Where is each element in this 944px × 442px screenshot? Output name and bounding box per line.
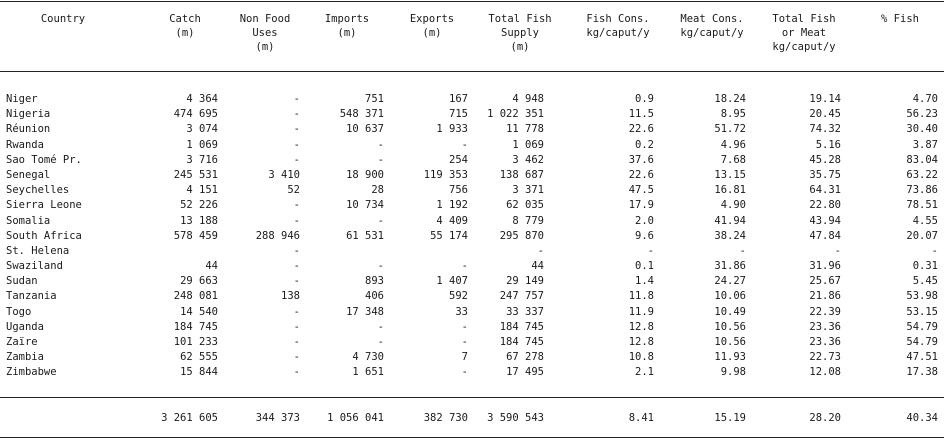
- cell-total-fish-or-meat: 23.36: [809, 320, 841, 333]
- cell-non-food-uses: -: [293, 351, 300, 364]
- cell-non-food-uses: -: [293, 153, 300, 166]
- cell-percent-fish: 4.55: [912, 214, 938, 227]
- cell-meat-consumption: 18.24: [714, 93, 746, 105]
- cell-exports: -: [461, 336, 468, 348]
- total-catch: 3 261 605: [161, 412, 218, 424]
- cell-exports: 715: [449, 108, 468, 121]
- cell-imports: 893: [365, 275, 384, 288]
- cell-imports: 1 651: [352, 366, 384, 379]
- table-row: [0, 214, 944, 229]
- cell-total-fish-supply: 11 778: [506, 123, 544, 136]
- cell-exports: 254: [449, 153, 468, 166]
- cell-total-fish-supply: 4 948: [512, 93, 544, 105]
- cell-catch: 3 716: [186, 153, 218, 166]
- header-rule: [0, 71, 944, 72]
- table-row: [0, 335, 944, 350]
- cell-catch: 184 745: [173, 320, 218, 333]
- cell-total-fish-supply: 8 779: [512, 214, 544, 227]
- cell-total-fish-supply: 17 495: [506, 366, 544, 379]
- cell-total-fish-supply: 138 687: [499, 168, 544, 181]
- total-non-food-uses: 344 373: [255, 412, 300, 424]
- cell-total-fish-supply: 67 278: [506, 351, 544, 364]
- total-fish-consumption: 8.41: [628, 412, 654, 424]
- cell-fish-consumption: 1.4: [635, 275, 654, 288]
- table-row: [0, 107, 944, 122]
- cell-country: Sierra Leone: [6, 199, 82, 212]
- cell-catch: 15 844: [180, 366, 218, 379]
- cell-total-fish-or-meat: 22.73: [809, 351, 841, 364]
- cell-non-food-uses: -: [293, 138, 300, 151]
- cell-fish-consumption: 2.1: [635, 366, 654, 379]
- cell-non-food-uses: -: [293, 366, 300, 379]
- cell-meat-consumption: 38.24: [714, 229, 746, 242]
- cell-meat-consumption: 24.27: [714, 275, 746, 288]
- cell-percent-fish: 78.51: [906, 199, 938, 212]
- header-country: Country: [40, 13, 86, 25]
- cell-exports: 592: [449, 290, 468, 303]
- cell-percent-fish: -: [931, 244, 938, 257]
- cell-fish-consumption: 11.5: [628, 108, 654, 121]
- cell-fish-consumption: 0.2: [635, 138, 654, 151]
- cell-non-food-uses: -: [293, 305, 300, 318]
- cell-catch: 44: [205, 260, 218, 273]
- cell-meat-consumption: 4.90: [720, 199, 746, 212]
- cell-percent-fish: 56.23: [906, 108, 938, 121]
- table-row: [0, 153, 944, 168]
- cell-imports: 61 531: [346, 229, 384, 242]
- cell-country: Swaziland: [6, 260, 63, 273]
- cell-meat-consumption: 10.56: [714, 320, 746, 333]
- totals-row: [0, 411, 944, 426]
- cell-catch: 14 540: [180, 305, 218, 318]
- cell-total-fish-or-meat: 22.39: [809, 305, 841, 318]
- cell-fish-consumption: -: [647, 244, 654, 257]
- header-imports: Imports (m): [324, 13, 370, 39]
- header-non-food-uses: Non Food Uses (m): [239, 13, 291, 53]
- table-row: [0, 320, 944, 335]
- cell-non-food-uses: 288 946: [255, 229, 300, 242]
- cell-total-fish-or-meat: 45.28: [809, 153, 841, 166]
- cell-total-fish-or-meat: 47.84: [809, 229, 841, 242]
- cell-percent-fish: 20.07: [906, 229, 938, 242]
- cell-meat-consumption: 4.96: [720, 138, 746, 151]
- cell-total-fish-or-meat: -: [834, 244, 841, 257]
- cell-imports: 548 371: [339, 108, 384, 121]
- table-row: [0, 289, 944, 304]
- cell-country: Senegal: [6, 168, 51, 181]
- cell-meat-consumption: 9.98: [720, 366, 746, 379]
- cell-imports: -: [377, 260, 384, 273]
- table-bottom-rule: [0, 437, 944, 438]
- cell-total-fish-or-meat: 31.96: [809, 260, 841, 273]
- cell-catch: 13 188: [180, 214, 218, 227]
- cell-fish-consumption: 9.6: [635, 229, 654, 242]
- cell-meat-consumption: 7.68: [720, 153, 746, 166]
- cell-meat-consumption: 41.94: [714, 214, 746, 227]
- cell-percent-fish: 0.31: [912, 260, 938, 273]
- table-row: [0, 305, 944, 320]
- cell-meat-consumption: 10.49: [714, 305, 746, 318]
- cell-total-fish-supply: 29 149: [506, 275, 544, 288]
- cell-non-food-uses: -: [293, 320, 300, 333]
- cell-exports: -: [461, 366, 468, 379]
- cell-fish-consumption: 0.1: [635, 260, 654, 273]
- cell-imports: 4 730: [352, 351, 384, 364]
- cell-country: Nigeria: [6, 108, 51, 121]
- cell-fish-consumption: 22.6: [628, 168, 654, 181]
- header-exports: Exports (m): [409, 13, 455, 39]
- header-fish-consumption: Fish Cons. kg/caput/y: [586, 13, 650, 39]
- table-row: [0, 122, 944, 137]
- table-row: [0, 229, 944, 244]
- total-imports: 1 056 041: [327, 412, 384, 424]
- cell-imports: 10 637: [346, 123, 384, 136]
- cell-percent-fish: 73.86: [906, 184, 938, 197]
- cell-total-fish-or-meat: 74.32: [809, 123, 841, 136]
- cell-total-fish-supply: 295 870: [499, 229, 544, 242]
- totals-rule: [0, 397, 944, 398]
- cell-percent-fish: 4.70: [912, 93, 938, 105]
- cell-total-fish-supply: 1 022 351: [487, 108, 544, 121]
- cell-exports: -: [461, 320, 468, 333]
- cell-imports: 17 348: [346, 305, 384, 318]
- cell-total-fish-supply: 1 069: [512, 138, 544, 151]
- cell-country: South Africa: [6, 229, 82, 242]
- cell-non-food-uses: -: [293, 123, 300, 136]
- cell-country: Zambia: [6, 351, 44, 364]
- cell-total-fish-or-meat: 21.86: [809, 290, 841, 303]
- cell-exports: 4 409: [436, 214, 468, 227]
- cell-percent-fish: 63.22: [906, 168, 938, 181]
- total-fish-supply: 3 590 543: [487, 412, 544, 424]
- total-fish-or-meat: 28.20: [809, 412, 841, 424]
- cell-country: Sudan: [6, 275, 38, 288]
- header-total-fish-supply: Total Fish Supply (m): [488, 13, 552, 53]
- cell-exports: 1 407: [436, 275, 468, 288]
- cell-meat-consumption: 51.72: [714, 123, 746, 136]
- cell-fish-consumption: 22.6: [628, 123, 654, 136]
- cell-percent-fish: 53.98: [906, 290, 938, 303]
- cell-total-fish-supply: 62 035: [506, 199, 544, 212]
- cell-total-fish-supply: 3 371: [512, 184, 544, 197]
- cell-percent-fish: 5.45: [912, 275, 938, 288]
- cell-country: Uganda: [6, 320, 44, 333]
- cell-imports: 406: [365, 290, 384, 303]
- cell-country: Réunion: [6, 123, 51, 136]
- table-row: [0, 198, 944, 213]
- cell-non-food-uses: 3 410: [268, 168, 300, 181]
- cell-fish-consumption: 17.9: [628, 199, 654, 212]
- table-row: [0, 92, 944, 107]
- cell-catch: 1 069: [186, 138, 218, 151]
- cell-total-fish-supply: 184 745: [499, 320, 544, 333]
- cell-imports: 10 734: [346, 199, 384, 212]
- cell-percent-fish: 3.87: [912, 138, 938, 151]
- cell-non-food-uses: -: [293, 214, 300, 227]
- cell-meat-consumption: 16.81: [714, 184, 746, 197]
- cell-percent-fish: 47.51: [906, 351, 938, 364]
- table-row: [0, 365, 944, 380]
- cell-imports: -: [377, 153, 384, 166]
- cell-catch: 52 226: [180, 199, 218, 212]
- cell-non-food-uses: -: [293, 275, 300, 288]
- cell-country: Sao Tomé Pr.: [6, 153, 82, 166]
- table-row: [0, 274, 944, 289]
- cell-country: Rwanda: [6, 138, 44, 151]
- cell-non-food-uses: 52: [287, 184, 300, 197]
- cell-total-fish-or-meat: 23.36: [809, 336, 841, 348]
- cell-percent-fish: 17.38: [906, 366, 938, 379]
- total-exports: 382 730: [423, 412, 468, 424]
- cell-meat-consumption: 11.93: [714, 351, 746, 364]
- cell-exports: 167: [449, 93, 468, 105]
- cell-catch: 4 364: [186, 93, 218, 105]
- cell-percent-fish: 53.15: [906, 305, 938, 318]
- cell-exports: 119 353: [423, 168, 468, 181]
- cell-country: Zimbabwe: [6, 366, 57, 379]
- cell-meat-consumption: -: [739, 244, 746, 257]
- cell-catch: 62 555: [180, 351, 218, 364]
- table-row: [0, 350, 944, 365]
- table-row: [0, 183, 944, 198]
- cell-total-fish-supply: 184 745: [499, 336, 544, 348]
- cell-fish-consumption: 11.8: [628, 290, 654, 303]
- cell-catch: 474 695: [173, 108, 218, 121]
- cell-total-fish-or-meat: 43.94: [809, 214, 841, 227]
- cell-country: Togo: [6, 305, 32, 318]
- cell-catch: 578 459: [173, 229, 218, 242]
- table-row: [0, 244, 944, 259]
- cell-total-fish-supply: 3 462: [512, 153, 544, 166]
- cell-total-fish-or-meat: 20.45: [809, 108, 841, 121]
- cell-country: Niger: [6, 93, 38, 105]
- cell-imports: -: [377, 336, 384, 348]
- cell-meat-consumption: 10.56: [714, 336, 746, 348]
- table-body: [0, 92, 944, 381]
- cell-total-fish-or-meat: 12.08: [809, 366, 841, 379]
- cell-total-fish-or-meat: 25.67: [809, 275, 841, 288]
- cell-total-fish-or-meat: 22.80: [809, 199, 841, 212]
- cell-non-food-uses: -: [293, 336, 300, 348]
- cell-non-food-uses: -: [293, 199, 300, 212]
- cell-fish-consumption: 0.9: [635, 93, 654, 105]
- cell-catch: 248 081: [173, 290, 218, 303]
- cell-fish-consumption: 12.8: [628, 320, 654, 333]
- cell-fish-consumption: 37.6: [628, 153, 654, 166]
- cell-total-fish-or-meat: 35.75: [809, 168, 841, 181]
- cell-catch: 3 074: [186, 123, 218, 136]
- cell-catch: 29 663: [180, 275, 218, 288]
- cell-fish-consumption: 11.9: [628, 305, 654, 318]
- cell-catch: 245 531: [173, 168, 218, 181]
- table-row: [0, 168, 944, 183]
- cell-percent-fish: 83.04: [906, 153, 938, 166]
- cell-exports: 1 192: [436, 199, 468, 212]
- cell-non-food-uses: -: [293, 244, 300, 257]
- cell-country: St. Helena: [6, 244, 70, 257]
- cell-meat-consumption: 8.95: [720, 108, 746, 121]
- cell-total-fish-or-meat: 19.14: [809, 93, 841, 105]
- cell-exports: 33: [455, 305, 468, 318]
- cell-catch: 4 151: [186, 184, 218, 197]
- cell-total-fish-or-meat: 5.16: [815, 138, 841, 151]
- cell-exports: 55 174: [430, 229, 468, 242]
- cell-total-fish-supply: 33 337: [506, 305, 544, 318]
- cell-fish-consumption: 2.0: [635, 214, 654, 227]
- cell-percent-fish: 54.79: [906, 336, 938, 348]
- cell-imports: 751: [365, 93, 384, 105]
- total-meat-consumption: 15.19: [714, 412, 746, 424]
- header-percent-fish: % Fish: [881, 13, 919, 25]
- cell-exports: -: [461, 138, 468, 151]
- cell-non-food-uses: -: [293, 93, 300, 105]
- cell-imports: -: [377, 320, 384, 333]
- cell-total-fish-supply: 44: [531, 260, 544, 273]
- cell-fish-consumption: 47.5: [628, 184, 654, 197]
- table-top-rule: [0, 1, 944, 2]
- cell-total-fish-or-meat: 64.31: [809, 184, 841, 197]
- total-percent-fish: 40.34: [906, 412, 938, 424]
- header-meat-consumption: Meat Cons. kg/caput/y: [680, 13, 744, 39]
- cell-country: Zaïre: [6, 336, 38, 348]
- cell-meat-consumption: 13.15: [714, 168, 746, 181]
- header-catch: Catch (m): [169, 13, 201, 39]
- cell-imports: 18 900: [346, 168, 384, 181]
- cell-imports: -: [377, 214, 384, 227]
- header-total-fish-or-meat: Total Fish or Meat kg/caput/y: [772, 13, 836, 53]
- cell-percent-fish: 54.79: [906, 320, 938, 333]
- table-row: [0, 138, 944, 153]
- cell-exports: -: [461, 260, 468, 273]
- cell-catch: 101 233: [173, 336, 218, 348]
- cell-imports: -: [377, 138, 384, 151]
- cell-fish-consumption: 10.8: [628, 351, 654, 364]
- cell-fish-consumption: 12.8: [628, 336, 654, 348]
- cell-non-food-uses: -: [293, 108, 300, 121]
- cell-country: Tanzania: [6, 290, 57, 303]
- cell-meat-consumption: 31.86: [714, 260, 746, 273]
- cell-exports: 1 933: [436, 123, 468, 136]
- cell-total-fish-supply: 247 757: [499, 290, 544, 303]
- cell-total-fish-supply: -: [537, 244, 544, 257]
- cell-non-food-uses: -: [293, 260, 300, 273]
- cell-country: Seychelles: [6, 184, 70, 197]
- cell-exports: 756: [449, 184, 468, 197]
- cell-exports: 7: [461, 351, 468, 364]
- cell-non-food-uses: 138: [281, 290, 300, 303]
- table-row: [0, 259, 944, 274]
- cell-meat-consumption: 10.06: [714, 290, 746, 303]
- cell-imports: 28: [371, 184, 384, 197]
- cell-country: Somalia: [6, 214, 51, 227]
- cell-percent-fish: 30.40: [906, 123, 938, 136]
